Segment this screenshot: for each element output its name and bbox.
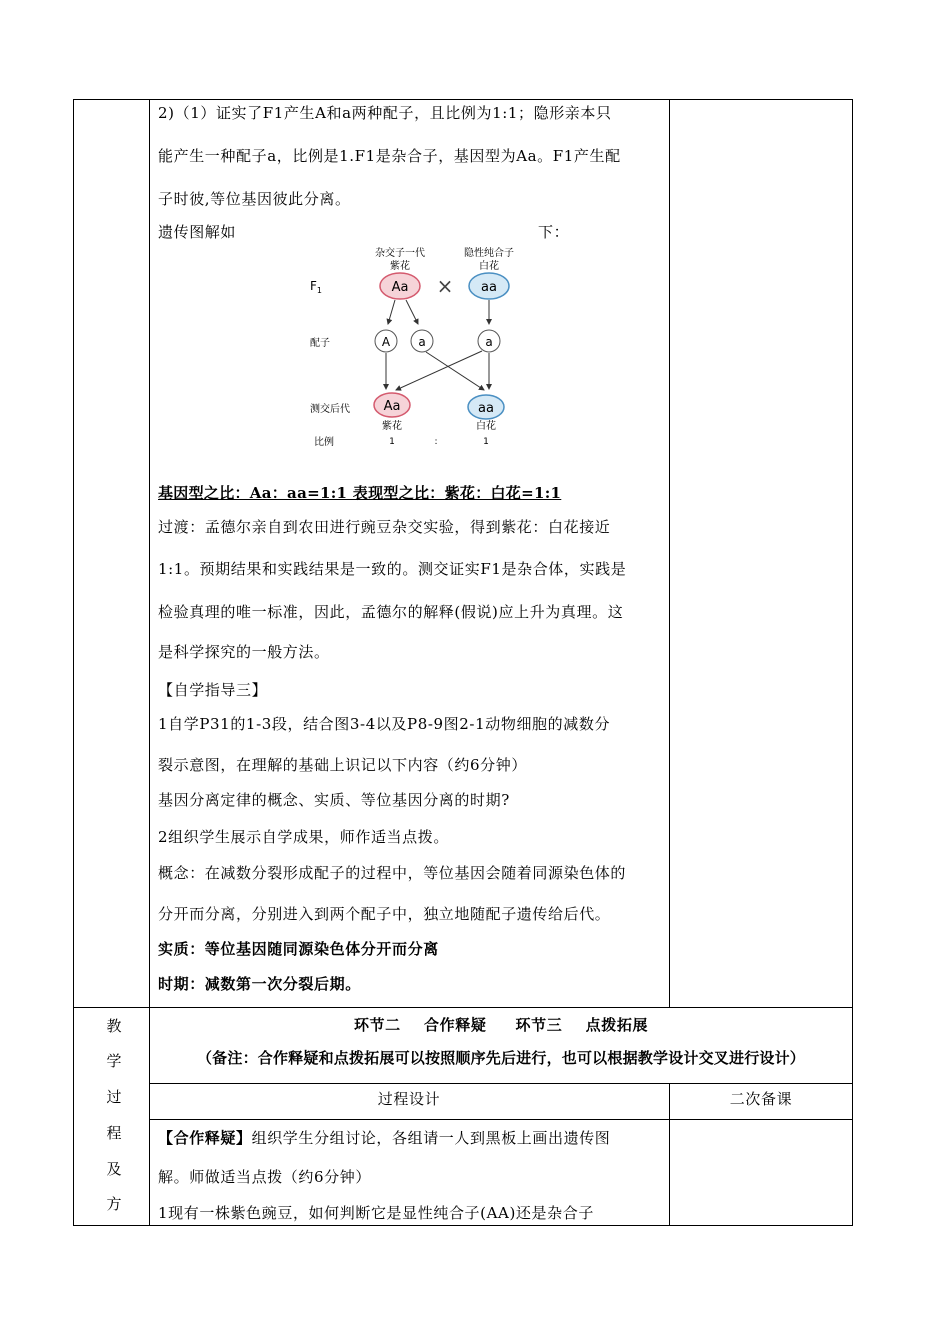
gamete-a2: a [485, 335, 493, 349]
parent1-phenotype: 紫花 [390, 261, 410, 272]
section-title: 环节二 合作释疑 环节三 点拨拓展 [353, 1016, 649, 1034]
paragraph-line: 过渡：孟德尔亲自到农田进行豌豆杂交实验，得到紫花：白花接近 [158, 518, 611, 536]
coop-text: 组织学生分组讨论，各组请一人到黑板上画出遗传图 [251, 1129, 611, 1147]
paragraph-line: 解。师做适当点拨（约6分钟） [158, 1168, 371, 1186]
offspring2-genotype: aa [478, 401, 494, 416]
coop-paragraph [158, 1128, 610, 1148]
row-label-ratio: 比例 [314, 437, 334, 448]
left-column-char: 过 [106, 1088, 122, 1106]
cross-symbol: × [436, 274, 454, 298]
paragraph-line: 基因分离定律的概念、实质、等位基因分离的时期? [158, 791, 510, 809]
offspring2-phenotype: 白花 [476, 421, 496, 432]
paragraph-line: 检验真理的唯一标准，因此，孟德尔的解释(假说)应上升为真理。这 [158, 603, 624, 621]
gamete-A: A [381, 335, 391, 349]
parent2-label: 隐性纯合子 [464, 248, 514, 259]
gamete-a1: a [418, 335, 426, 349]
left-column-char: 方 [106, 1195, 122, 1213]
genetic-cross-diagram [300, 244, 520, 454]
ratio-left: 1 [389, 437, 395, 447]
paragraph-line: 2组织学生展示自学成果，师作适当点拨。 [158, 828, 449, 846]
left-column-char: 教 [106, 1017, 122, 1035]
paragraph-line: 1:1。预期结果和实践结果是一致的。测交证实F1是杂合体，实践是 [158, 560, 627, 578]
row-line-section [73, 1007, 853, 1008]
column-header-second-prep: 二次备课 [729, 1090, 793, 1108]
row-line-note [149, 1083, 853, 1084]
ratio-colon: : [434, 437, 438, 447]
left-column-char: 及 [106, 1160, 122, 1178]
parent1-genotype: Aa [391, 280, 409, 295]
paragraph-line: 裂示意图，在理解的基础上识记以下内容（约6分钟） [158, 756, 527, 774]
parent1-label: 杂交子一代 [375, 248, 425, 259]
parent2-genotype: aa [481, 280, 497, 295]
paragraph-line: 能产生一种配子a，比例是1.F1是杂合子，基因型为Aa。F1产生配 [158, 147, 621, 165]
section-note: （备注：合作释疑和点拨拓展可以按照顺序先后进行，也可以根据教学设计交叉进行设计） [196, 1049, 805, 1067]
diagram-intro-end: 下： [538, 223, 570, 241]
paragraph-line: 子时彼,等位基因彼此分离。 [158, 190, 351, 208]
offspring1-phenotype: 紫花 [382, 421, 402, 432]
period-line: 时期：减数第一次分裂后期。 [158, 975, 361, 993]
paragraph-line: 2)（1）证实了F1产生A和a两种配子，且比例为1:1；隐形亲本只 [158, 104, 612, 122]
section-heading: 【自学指导三】 [158, 681, 268, 699]
parent2-phenotype: 白花 [479, 261, 499, 272]
question-line: 1现有一株紫色豌豆，如何判断它是显性纯合子(AA)还是杂合子 [158, 1204, 594, 1222]
ratio-right: 1 [483, 437, 489, 447]
offspring1-genotype: Aa [383, 399, 401, 414]
coop-title: 【合作释疑】 [158, 1129, 252, 1147]
diagram-intro: 遗传图解如 [158, 223, 237, 241]
row-label-offspring: 测交后代 [310, 404, 350, 415]
col-line-right-top [669, 99, 670, 1007]
paragraph-line: 是科学探究的一般方法。 [158, 643, 330, 661]
row-label-gamete: 配子 [310, 338, 330, 349]
paragraph-line: 1自学P31的1-3段，结合图3-4以及P8-9图2-1动物细胞的减数分 [158, 715, 611, 733]
left-column-char: 学 [106, 1052, 122, 1070]
left-column-char: 程 [106, 1124, 122, 1142]
row-line-header [149, 1119, 853, 1120]
paragraph-line: 分开而分离，分别进入到两个配子中，独立地随配子遗传给后代。 [158, 905, 611, 923]
row-label-f1: $F_1$ [310, 279, 322, 295]
essence-line: 实质：等位基因随同源染色体分开而分离 [158, 940, 439, 958]
paragraph-line: 概念：在减数分裂形成配子的过程中，等位基因会随着同源染色体的 [158, 864, 627, 882]
ratio-summary: 基因型之比：Aa：aa=1:1 表现型之比：紫花：白花=1:1 [158, 484, 562, 502]
column-header-process: 过程设计 [377, 1090, 441, 1108]
